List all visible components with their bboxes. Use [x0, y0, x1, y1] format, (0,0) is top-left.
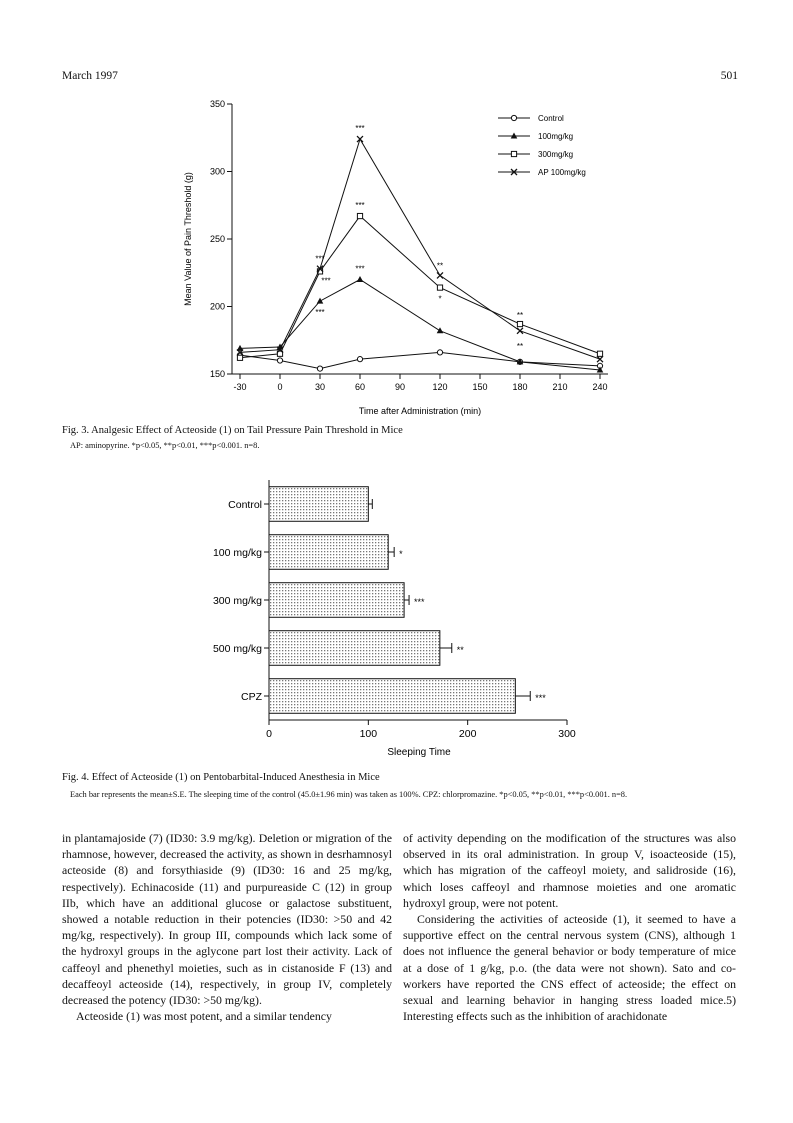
y-tick-label: 150	[209, 369, 225, 379]
body-column-left	[62, 830, 392, 1024]
significance-label: *	[399, 549, 403, 559]
data-point	[317, 366, 322, 371]
significance-label: *	[438, 294, 442, 304]
data-point	[437, 327, 444, 333]
y-tick-label: 250	[209, 234, 225, 244]
legend-label: 300mg/kg	[538, 150, 574, 159]
body-column-right	[403, 830, 736, 1024]
category-label: 100 mg/kg	[212, 547, 262, 559]
significance-label: ***	[535, 693, 546, 703]
significance-label: ***	[315, 308, 325, 318]
figure-3-line-chart	[0, 0, 793, 430]
significance-label: ***	[355, 264, 365, 274]
figure-4-caption-note: Each bar represents the mean±S.E. The sleeping time of the control (45.0±1.96 min) was taken as 100%. CPZ: chlorpromazine. *p<0.05, **p<0.01, ***p<0.001. n=8.	[70, 790, 628, 799]
significance-label: **	[436, 261, 444, 271]
significance-label: ***	[315, 254, 325, 264]
x-axis-label: Time after Administration (min)	[358, 406, 482, 416]
significance-label: ***	[355, 201, 365, 211]
y-tick-label: 300	[209, 166, 225, 177]
category-label: Control	[228, 499, 262, 511]
significance-label: ***	[321, 276, 331, 286]
bar	[269, 679, 515, 714]
data-point	[517, 328, 523, 334]
figure-4-bar-chart	[0, 470, 793, 770]
data-point	[437, 285, 442, 290]
series-3	[237, 124, 603, 362]
x-tick-label: 150	[472, 382, 488, 392]
significance-label: **	[516, 311, 524, 321]
page-number: 501	[720, 70, 738, 82]
series-line	[240, 352, 600, 368]
bar	[269, 535, 388, 570]
x-tick-label: 100	[359, 728, 378, 740]
figure-3-caption-note: AP: aminopyrine. *p<0.05, **p<0.01, ***p<0.001. n=8.	[70, 441, 260, 450]
paragraph: in plantamajoside (7) (ID30: 3.9 mg/kg). Deletion or migration of the rhamnose, however, decreased the activity, as shown in desrhamnosyl acteoside (8) and forsythiaside (9) (ID30: 16 and 25 mg/kg, respectively). Echinacoside (11) and purpureaside C (12) in group IIb, which have an additional glucose or galactose substituent, showed a notable reduction in their potencies (ID30: >50 and 42 mg/kg, respectively). In group III, compounds which lack some of the hydroxyl groups in the aglycone part lost their activity. Lack of caffeoyl and phenethyl moieties, such as in cistanoside F (13) and decaffeoyl acteoside (14), respectively, in group IV, completely decreased the potency (ID30: >50 mg/kg).	[62, 831, 392, 1008]
category-label: 300 mg/kg	[212, 595, 262, 607]
x-axis-label: Sleeping Time	[387, 747, 451, 758]
x-tick-label: 180	[512, 382, 528, 392]
significance-label: **	[456, 645, 464, 655]
series-1	[237, 265, 604, 373]
legend-marker	[511, 115, 516, 120]
category-label: CPZ	[241, 691, 262, 703]
data-point	[357, 357, 362, 362]
x-tick-label: 120	[432, 382, 448, 392]
legend-label: Control	[538, 114, 564, 123]
data-point	[317, 298, 324, 304]
figure-3-caption-title: Fig. 3. Analgesic Effect of Acteoside (1) on Tail Pressure Pain Threshold in Mice	[62, 425, 403, 436]
significance-label: ***	[414, 597, 425, 607]
x-tick-label: 60	[354, 382, 366, 392]
data-point	[237, 355, 242, 360]
x-tick-label: 90	[394, 382, 406, 392]
data-point	[597, 351, 602, 356]
figure-4-caption-title: Fig. 4. Effect of Acteoside (1) on Pentobarbital-Induced Anesthesia in Mice	[62, 772, 380, 783]
significance-label: **	[516, 341, 524, 351]
legend-label: AP 100mg/kg	[538, 168, 586, 177]
data-point	[597, 356, 603, 362]
x-tick-label: 300	[558, 728, 576, 740]
x-tick-label: 30	[314, 382, 326, 392]
data-point	[277, 358, 282, 363]
paragraph: of activity depending on the modification of the structures was also observed in its oral administration. In group V, isoacteoside (15), which has migration of the caffeoyl moiety, and salidroside (16), which loses caffeoyl and rhamnose moieties and one aromatic hydroxyl group, were not potent.	[403, 831, 736, 910]
data-point	[357, 213, 362, 218]
bar	[269, 583, 404, 618]
bar	[269, 631, 440, 666]
x-tick-label: -30	[233, 382, 247, 392]
running-header-date: March 1997	[62, 70, 118, 82]
y-axis-label: Mean Value of Pain Threshold (g)	[183, 172, 193, 306]
x-tick-label: 0	[266, 728, 272, 740]
legend-label: 100mg/kg	[538, 132, 574, 141]
data-point	[437, 272, 443, 278]
series-0	[237, 350, 602, 371]
y-tick-label: 200	[209, 301, 225, 312]
x-tick-label: 0	[277, 382, 283, 392]
data-point	[357, 276, 364, 282]
x-tick-label: 210	[552, 382, 568, 392]
data-point	[517, 321, 522, 326]
bar	[269, 487, 368, 522]
x-tick-label: 200	[458, 728, 477, 740]
series-2	[237, 201, 602, 360]
paragraph: Considering the activities of acteoside (1), it seemed to have a supportive effect on the central nervous system (CNS), although 1 does not influence the general behavior or body temperature of mice at a dose of 1 g/kg, p.o. (the data were not shown). Sato and co-workers have reported the CNS effect of acteoside; the effect on sexual and learning behavior in hanging stress loaded mice.5) Interesting effects such as the inhibition of arachidonate	[403, 912, 736, 1024]
significance-label: ***	[355, 124, 365, 134]
data-point	[437, 350, 442, 355]
category-label: 500 mg/kg	[212, 643, 262, 655]
paragraph: Acteoside (1) was most potent, and a similar tendency	[76, 1009, 332, 1024]
legend-marker	[511, 151, 516, 156]
x-tick-label: 240	[592, 382, 608, 392]
y-tick-label: 350	[209, 99, 225, 109]
series-line	[240, 216, 600, 358]
data-point	[357, 136, 363, 142]
